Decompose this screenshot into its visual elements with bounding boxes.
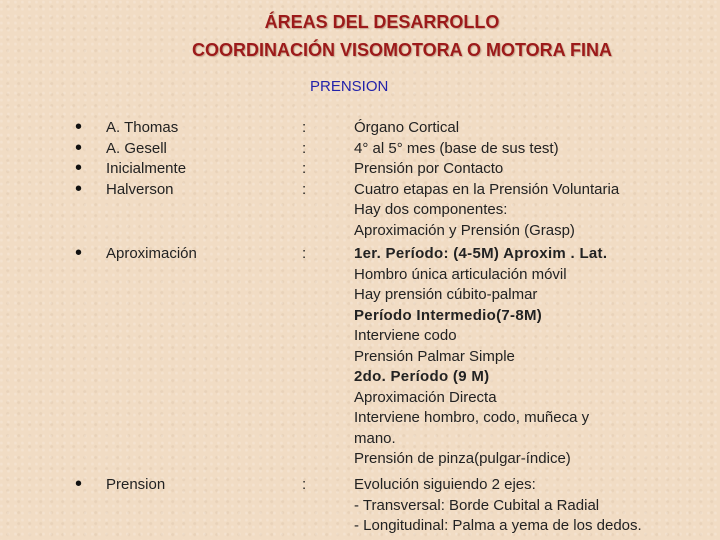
list-item-inicialmente: Inicialmente [106,160,187,177]
description-line: - Longitudinal: Palma a yema de los dedos. [354,517,642,534]
bullet-icon: • [75,116,83,138]
bullet-icon: • [75,177,83,200]
title-line-1: ÁREAS DEL DESARROLLO [264,12,500,32]
description-line: Hay dos componentes: [354,201,508,218]
list-item-aproximacion: Aproximación [106,245,197,262]
description-line: mano. [354,429,396,447]
description-group-1 [354,118,619,241]
description-line: Aproximación y Prensión (Grasp) [354,221,575,239]
colon: : [302,476,307,493]
description-line: Prensión de pinza(pulgar-índice) [354,450,571,467]
description-line: Interviene codo [354,327,457,344]
description-line: Interviene hombro, codo, muñeca y [354,409,590,426]
description-group-2 [354,244,607,470]
list-item-gesell: A. Gesell [106,139,167,157]
section-subtitle: PRENSION [310,78,389,95]
description-line: Prensión por Contacto [354,160,504,177]
list-item-prension: Prension [106,476,166,493]
description-line: 1er. Período: (4-5M) Aproxim . Lat. [354,245,608,262]
description-line: Aproximación Directa [354,388,497,406]
colon: : [302,180,307,198]
description-group-3 [354,475,642,537]
bullet-icon: • [75,157,83,179]
description-line: Período Intermedio(7-8M) [354,306,543,324]
title-line-2: COORDINACIÓN VISOMOTORA O MOTORA FINA [191,40,612,60]
colon: : [302,160,307,177]
list-item-thomas: A. Thomas [106,119,179,136]
description-line: Prensión Palmar Simple [354,347,515,365]
bullet-icon: • [75,242,83,264]
bullet-icon: • [75,473,83,495]
description-line: Hay prensión cúbito-palmar [354,286,538,303]
description-line: Órgano Cortical [354,119,460,136]
description-line: Hombro única articulación móvil [354,265,567,283]
colon: : [302,245,307,262]
description-line: Cuatro etapas en la Prensión Voluntaria [354,180,620,198]
colon: : [302,119,307,136]
description-line: 4° al 5° mes (base de sus test) [354,139,559,157]
list-item-halverson: Halverson [106,180,174,198]
description-line: 2do. Período (9 M) [354,368,490,385]
description-line: Evolución siguiendo 2 ejes: [354,476,536,493]
bullet-icon: • [75,136,83,159]
colon: : [302,139,307,157]
description-line: - Transversal: Borde Cubital a Radial [354,496,600,514]
